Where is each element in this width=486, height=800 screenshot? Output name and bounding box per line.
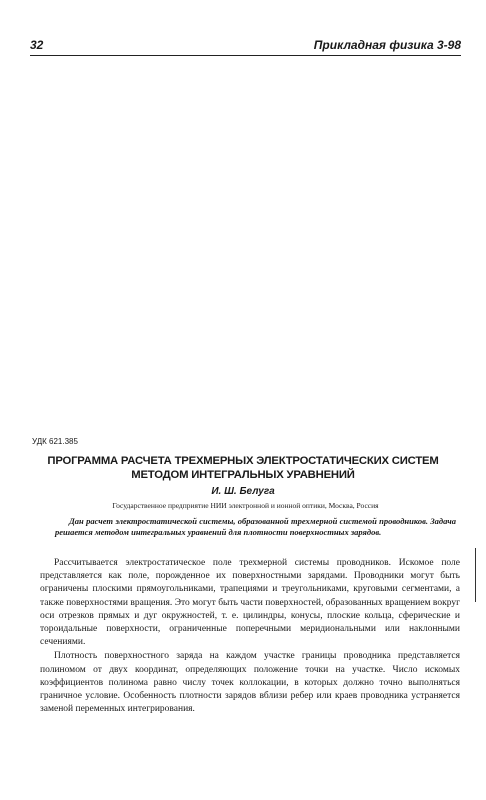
journal-name: Прикладная физика 3-98: [313, 38, 461, 52]
article-body: [40, 557, 460, 716]
udc-code: УДК 621.385: [32, 437, 78, 446]
body-paragraph: Рассчитывается электростатическое поле трехмерной системы проводников. Искомое поле представляется как поле, порожденное их поверхностными зарядами. Проводники могут быть ограничены плоскими прямоугольниками, трапециями и треугольниками, круговыми сегментами, а также поверхностями вращения. Это могут быть части поверхностей, образованных вращением вокруг оси отрезков прямых и дуг окружностей, т. е. цилиндры, конусы, плоские кольца, сферические и тороидальные поверхности, ограниченные поперечными меридиональными или наклонными сечениями.: [40, 558, 460, 648]
author-name: И. Ш. Белуга: [211, 486, 275, 497]
running-header: [30, 38, 461, 56]
abstract: Дан расчет электростатической системы, образованной трехмерной системой проводников. Задача решается методом интегральных уравнений для плотности поверхностных зарядов.: [55, 516, 456, 538]
author-affiliation: Государственное предприятие НИИ электронной и ионной оптики, Москва, Россия: [112, 501, 379, 510]
scan-edge-mark: [475, 548, 476, 602]
page-number: 32: [30, 38, 44, 52]
article-title: ПРОГРАММА РАСЧЕТА ТРЕХМЕРНЫХ ЭЛЕКТРОСТАТИЧЕСКИХ СИСТЕМ МЕТОДОМ ИНТЕГРАЛЬНЫХ УРАВНЕНИЙ: [47, 455, 439, 481]
body-paragraph: Плотность поверхностного заряда на каждом участке границы проводника представляется полиномом от двух координат, определяющих положение точки на участке. Число искомых коэффициентов полинома равно числу точек коллокации, в которых должно точно выполняться граничное условие. Особенность плотности зарядов вблизи ребер или краев проводника устраняется заменой переменных интегрирования.: [40, 651, 460, 715]
